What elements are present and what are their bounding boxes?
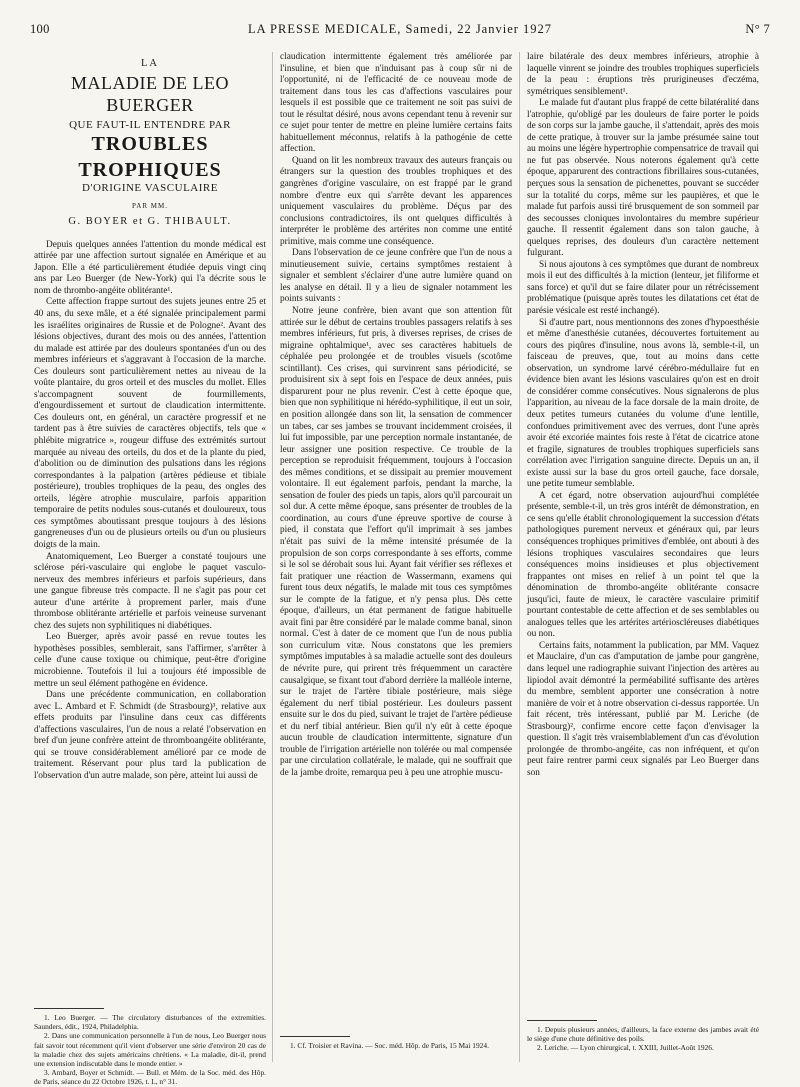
article-authors: G. BOYER et G. THIBAULT.: [68, 216, 232, 228]
issue-number: N° 7: [745, 22, 770, 36]
title-troubles: TROUBLES TROPHIQUES: [78, 133, 222, 182]
paragraph: Depuis quelques années l'attention du monde médical est attirée par une affection surtout signalée en Amérique et au Japon. Elle a été particulièrement étudiée depuis vingt cinq ans par Leo Buerger (de New-York) qui l'a décrite sous le nom de thrombo-angéite oblitérante¹.: [34, 239, 266, 296]
column-divider: [272, 52, 273, 1062]
column-2-footnotes: [280, 1041, 512, 1050]
paragraph: Dans une précédente communication, en collaboration avec L. Ambard et F. Schmidt (de Strasbourg)³, relative aux effets produits par l'insuline dans ceux cas différents d'affections vasculaires, l'un de nous a relaté l'observation en bref d'un jeune confrère atteint de thromboangéite oblitérante, qui se trouve considérablement amélioré par ce mode de traitement. Réservant pour plus tard la publication de l'observation d'un autre malade, son père, atteint lui aussi de: [34, 690, 266, 781]
title-origin: D'ORIGINE VASCULAIRE: [82, 182, 218, 195]
footnote: 1. Cf. Troisier et Ravina. — Soc. méd. Hôp. de Paris, 15 Mai 1924.: [290, 1041, 489, 1050]
paragraph: A cet égard, notre observation aujourd'hui complétée présente, semble-t-il, un très gros intérêt de démonstration, en ce sens qu'elle établit chronologiquement la succession d'états pathologiques purement nerveux et généraux qui, par leurs conséquences trophiques primitives d'emblée, ont abouti à des lésions trophiques vasculaires secondaires que leurs conséquences moins insidieuses et plus objectivement frappantes ont mises en relief à un point tel que la dénomination de thrombo-angéite oblitérante consacre jusqu'ici, faute de mieux, le caractère vasculaire primitif pourtant contestable de cette affection et de ses semblables ou analogues telles que les artérites artérioscléreuses diabétiques ou non.: [527, 490, 759, 640]
page-number: 100: [30, 22, 50, 36]
footnote: 2. Dans une communication personnelle à l'un de nous, Leo Buerger nous fait savoir tout récemment qu'il vient d'observer une série d'environ 20 cas de la maladie chez des sujets américains chrétiens. « La maladie, dit-il, prend une extension indiscutable dans le monde entier. »: [34, 1031, 266, 1069]
paragraph: Le malade fut d'autant plus frappé de cette bilatéralité dans l'atrophie, qu'obligé par les douleurs de faire porter le poids de son corps sur la jambe gauche, il s'attendait, après des mois de cette pratique, à trouver sur la jambe présumée saine tout au moins une légère hypertrophie compensatrice de travail qui ne fut pas observée. Nous noterons également qu'à cette époque, apparurent des contractions fibrillaires sous-cutanées, perçues sous la sensation de pichenettes, pouvant se succéder sur la totalité du corps, même sur les paupières, et que le malade fut parfois aussi tiré brusquement de son sommeil par des secousses cloniques involontaires du membre supérieur gauche. Il ressentit également dans son talon gauche, à quelques reprises, des douleurs d'un caractère nettement fulgurant.: [527, 98, 759, 259]
title-question: QUE FAUT-IL ENTENDRE PAR: [69, 118, 231, 131]
paragraph: Anatomiquement, Leo Buerger a constaté toujours une sclérose péri-vasculaire qui englobe le paquet vasculo-nerveux des membres inférieurs et parfois supérieurs, dans une gangue fibreuse très compacte. Il ne s'agit pas pour cet auteur d'une artérite à proprement parler, mais d'une thrombose oblitérante artérielle et parfois veineuse survenant chez des sujets non syphilitiques ni diabétiques.: [34, 551, 266, 631]
column-3-footnotes: [527, 1025, 759, 1053]
column-2: [280, 52, 512, 779]
footnote: 3. Ambard, Boyer et Schmidt. — Bull. et Mém. de la Soc. méd. des Hôp. de Paris, séance du 22 Octobre 1926, t. L, n° 31.: [34, 1068, 266, 1087]
paragraph: Quand on lit les nombreux travaux des auteurs français ou étrangers sur la question des troubles trophiques et des gangrènes d'origine vasculaire, on est frappé par le grand nombre d'entre eux qui s'arrête devant les apparences uniquement vasculaires du problème. Déçus par des conclusions contradictoires, ils ont quelques difficultés à interpréter le problème des artérites non comme une entité primitive, mais comme une conséquence.: [280, 155, 512, 247]
paragraph: claudication intermittente également très améliorée par l'insuline, et bien que n'induisant pas à coup sûr ni de l'opportunité, ni de l'efficacité de ce nouveau mode de traitement dans tous les cas d'affections vasculaires pour lesquels il est possible que ce traitement ne soit pas suivi de tout le résultat désiré, nous avons cependant tenu à revenir sur ce sujet pour tenter de mettre en pleine lumière certains faits habituellement méconnus, relatifs à la pathogénie de cette affection.: [280, 52, 512, 155]
footnote: 1. Leo Buerger. — The circulatory disturbances of the extremities. Saunders, édit., 1924, Philadelphia.: [34, 1013, 266, 1032]
title-par: PAR MM.: [132, 201, 168, 210]
column-divider: [519, 52, 520, 1062]
paragraph: Cette affection frappe surtout des sujets jeunes entre 25 et 40 ans, du sexe mâle, et a été signalée principalement parmi les israélites originaires de Russie et de Pologne². Avant des lésions objectives, durant des mois ou des années, l'attention du malade est attirée par des douleurs spontanées d'un ou des membres inférieurs et s'aggravant à l'occasion de la marche. Ces douleurs sont particulièrement nettes au niveau de la voûte plantaire, du gros orteil et des muscles du mollet. Elles s'accompagnent souvent de fourmillements, d'engourdissement et surtout de claudication intermittente. Ces douleurs ont, en général, un caractère progressif et ne tardent pas à être suivies de caractères objectifs, tels que « phlébite migratrice », rougeur diffuse des extrémités surtout marquée au niveau des orteils, du dos et de la plante du pied, d'abolition ou de diminution des pulsations dans les régions correspondantes à la palpation (artères pédieuse et tibiale postérieure), troubles trophiques de la peau, des ongles des orteils, légère atrophie musculaire, parfois apparition temporaire de petits nodules sous-cutanés et douloureux, tous ces symptômes aboutissant presque toujours à des lésions gangreneuses d'un ou de plusieurs orteils ou d'un ou plusieurs doigts de la main.: [34, 297, 266, 550]
paragraph: Certains faits, notamment la publication, par MM. Vaquez et Mauclaire, d'un cas d'amputation de jambe pour gangrène, dans lequel une radiographie suivant l'injection des artères au lipiodol avait démontré la perméabilité suffisante des artères du membre, semblent apporter une consécration à notre manière de voir et à notre observation ci-dessus rapportée. Un fait récent, très intéressant, publié par M. Leriche (de Strasbourg)², confirme encore cette façon d'envisager la question. Il s'agit très vraisemblablement d'un cas d'évolution prolongée de thrombo-angéite, cas non infréquent, et qu'on peut faire rentrer parmi ceux signalés par Leo Buerger dans son: [527, 640, 759, 778]
paragraph: Dans l'observation de ce jeune confrère que l'un de nous a minutieusement suivie, certains symptômes restaient à signaler et semblent s'éclairer d'une autre lumière quand on les analyse en détail. Il y a lieu de signaler notamment les points suivants :: [280, 248, 512, 305]
article-title: MALADIE DE LEO BUERGER: [71, 72, 229, 115]
footnote-rule: [34, 1008, 104, 1009]
column-1-footnotes: [34, 1013, 266, 1087]
column-3: [527, 52, 759, 779]
paragraph: laire bilatérale des deux membres inférieurs, atrophie à laquelle vinrent se joindre des troubles trophiques superficiels de la peau : éruptions très prurigineuses d'eczéma, symétriques sensiblement¹.: [527, 52, 759, 97]
paragraph: Si d'autre part, nous mentionnons des zones d'hypoesthésie et même d'anesthésie cutanées, découvertes fortuitement au cours des piqûres d'insuline, nous avons là, semble-t-il, un faisceau de preuves, que, tout au moins dans cette observation, un syndrome larvé cérébro-médullaire fut en évidence bien avant les lésions vasculaires qu'on est en droit de considérer comme consécutives. Nous signalerons de plus l'apparition, au niveau de la face dorsale de la main droite, de deux petites tumeurs cutanées du volume d'une lentille, confondues primitivement avec des verrues, dont l'une après avoir été excoriée maintes fois reste à l'état de cicatrice atone et fragile, signatures de troubles trophiques superficiels sans corrélation avec l'irrigation sanguine directe. Depuis un an, il existe aussi sur la base du gros orteil gauche, face dorsale, une petite tumeur semblable.: [527, 317, 759, 490]
footnote: 2. Leriche. — Lyon chirurgical, t. XXIII, Juillet-Août 1926.: [537, 1043, 714, 1053]
footnote-rule: [280, 1036, 350, 1037]
journal-title: LA PRESSE MEDICALE, Samedi, 22 Janvier 1927: [247, 22, 553, 36]
page-header: [30, 22, 770, 40]
paragraph: Si nous ajoutons à ces symptômes que durant de nombreux mois il eut des difficultés à la miction (lenteur, jet filiforme et sans force) et qu'il dut se faire dilater pour un rétrécissement problématique (puisque après toutes les dilatations cet état de parésie vésicale est resté inchangé).: [527, 259, 759, 317]
paragraph: Leo Buerger, après avoir passé en revue toutes les hypothèses possibles, semblerait, sans l'affirmer, s'arrêter à celle d'une cause toxique ou chimique, peut-être d'origine microbienne. Toutefois il lui a toujours été impossible de mettre un seul élément pathogène en évidence.: [34, 632, 266, 689]
column-1: [34, 52, 266, 782]
title-la: LA: [141, 58, 159, 69]
footnote-rule: [527, 1020, 597, 1021]
footnote: 1. Depuis plusieurs années, d'ailleurs, la face externe des jambes avait été le siège d'une chute définitive des poils.: [527, 1025, 759, 1044]
paragraph: Notre jeune confrère, bien avant que son attention fût attirée sur le début de certains troubles passagers relatifs à ses membres inférieurs, fut pris, à diverses reprises, de crises de migraine ophtalmique¹, avec ses caractères habituels de céphalée peu prolongée et de troubles visuels (scotôme scintillant). Ces crises, qui survinrent sans périodicité, se produisirent six à sept fois en l'espace de deux années, puis disparurent pour ne plus revenir. C'est à cette époque que, bien que non syphilitique ni hérédo-syphilitique, il eut un soir, en position allongée dans son lit, la sensation de commencer un tabes, car ses jambes se trouvant incidemment croisées, il lui fut impossible, par une perception normale instantanée, de leur assigner une position respective. Ce trouble de la perception se reproduisit fréquemment, toujours à l'occasion des mêmes conditions, et se dissipait au premier mouvement volontaire. Il eut également parfois, pendant la marche, la sensation de fouler des pieds un tapis, alors qu'il parcourait un sol dur. A cette même époque, sans présenter de troubles de la coordination, au cours d'une épreuve sportive de course à pied, il constata que l'effort qu'il imprimait à ses jambes n'était pas suivi de la même intensité présumée de la propulsion de son corps correspondante à ses efforts, comme si le sol se dérobait sous lui. Ayant fait vérifier ses réflexes et fait pratiquer une réaction de Wassermann, examens qui furent tous deux négatifs, le malade mit tous ces symptômes sur le compte de la fatigue, et n'y pensa plus. Dès cette époque, d'ailleurs, un état permanent de fatigue habituelle avait fini par être considéré par le malade comme banal, sinon normal. C'est à dater de ce moment que l'un de nous publia son curriculum vitæ. Nous constatons que les premiers symptômes imputables à sa maladie actuelle sont des douleurs de névrite pure, qui prirent très fréquemment un caractère causalgique, se fixant tout d'abord derrière la malléole interne, sur le trajet de l'artère tibiale postérieure, mais siège également du nerf tibial postérieur. Les douleurs passent ensuite sur le dos du pied, suivant le trajet de l'artère pédieuse et du nerf tibial antérieur. Bien qu'il n'y eût à cette époque aucun trouble de claudication intermittente, signature d'un trouble de l'irrigation artérielle non tolérée ou mal compensée par une circulation collatérale, le malade, qui ne souffrait que de la jambe droite, remarqua peu à peu une atrophie muscu-: [280, 306, 512, 778]
article-title-block: [34, 52, 266, 228]
